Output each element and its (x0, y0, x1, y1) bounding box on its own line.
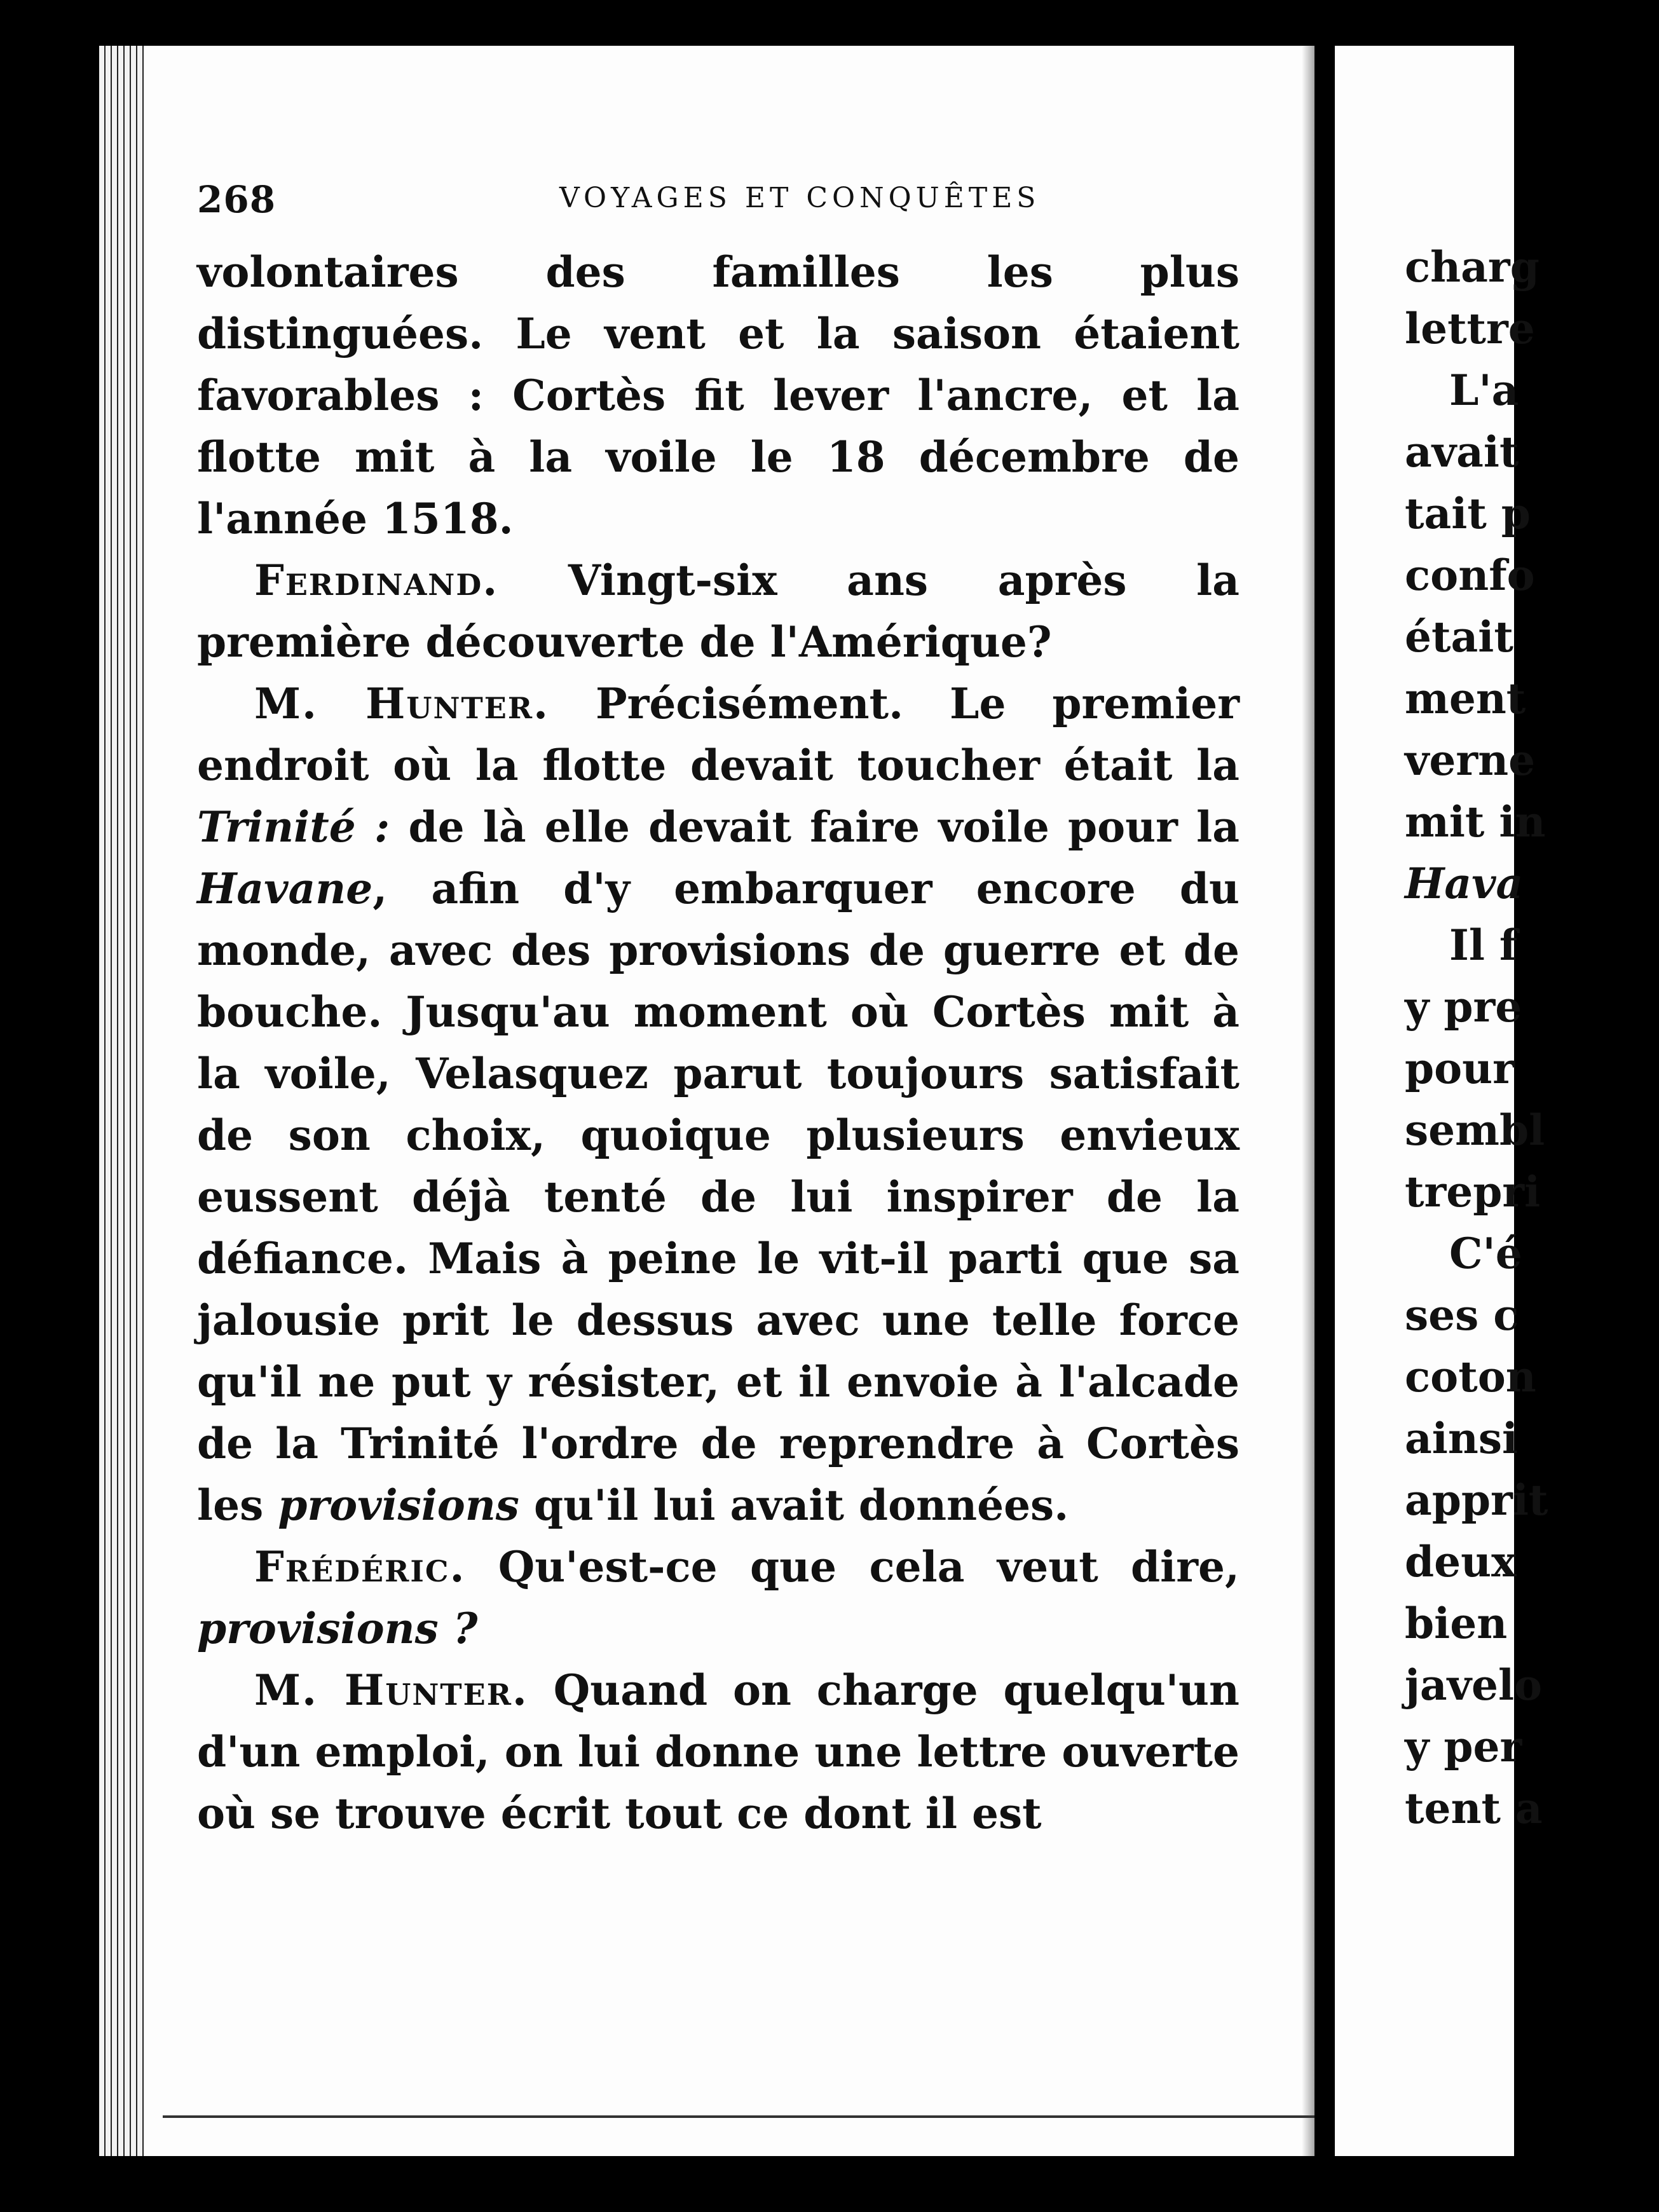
paragraph-text: Vingt-six ans après la première découverte de l'Amérique? (197, 556, 1239, 667)
paragraph (197, 242, 1239, 550)
right-page-line: lettre (1405, 304, 1535, 353)
page-number: 268 (197, 178, 276, 221)
paragraph (197, 1536, 1239, 1660)
gutter-shadow (1302, 46, 1314, 2156)
right-page-line: y per (1405, 1722, 1522, 1772)
right-page-line: apprit (1405, 1475, 1548, 1525)
paragraph-text: de là elle devait faire voile pour la (390, 802, 1239, 852)
right-page-line: ses c (1405, 1290, 1519, 1340)
paragraph (197, 1660, 1239, 1845)
speaker-name: Frédéric. (254, 1542, 466, 1592)
page-bottom-edge (163, 2115, 1314, 2118)
right-page-line: C'é (1449, 1229, 1522, 1278)
paragraph-text: Précisément. Le premier endroit où la flotte devait toucher était la (197, 679, 1239, 790)
right-page-line: sembl (1405, 1105, 1545, 1155)
paragraph-text: volontaires des familles les plus distinguées. Le vent et la saison étaient favorables : Cortès fit lever l'ancre, et la flotte mit à la voile le 18 décembre de l'année 1518. (197, 247, 1239, 543)
right-page-line: trepri (1405, 1167, 1541, 1217)
right-page-line: était (1405, 612, 1513, 662)
body-text (197, 242, 1239, 1845)
paragraph-text: Quand on charge quelqu'un d'un emploi, on lui donne une lettre ouverte où se trouve écrit tout ce dont il est (197, 1665, 1240, 1838)
right-page-line: charg (1405, 242, 1540, 292)
right-page-line: mit in (1405, 797, 1546, 847)
right-page-line: pour (1405, 1044, 1515, 1093)
paragraph (197, 550, 1239, 673)
paragraph-text: , afin d'y embarquer encore du monde, avec des provisions de guerre et de bouche. Jusqu'au moment où Cortès mit à la voile, Velasquez parut toujours satisfait de son choix, quoique plusieurs envieux eussent déjà tenté de lui inspirer de la défiance. Mais à peine le vit-il parti que sa jalousie prit le dessus avec une telle force qu'il ne put y résister, et il envoie à l'alcade de la Trinité l'ordre de reprendre à Cortès les (197, 864, 1239, 1530)
running-title: VOYAGES ET CONQUÊTES (559, 182, 1041, 214)
running-head (197, 178, 1150, 229)
paragraph-text: qu'il lui avait données. (519, 1480, 1069, 1530)
speaker-name: M. Hunter. (254, 1665, 528, 1715)
right-page-line: bien (1405, 1599, 1508, 1648)
right-page-line: javelo (1405, 1660, 1543, 1710)
speaker-name: Ferdinand. (254, 556, 499, 605)
right-page-line: verne (1405, 735, 1536, 785)
italic-text: provisions (278, 1480, 519, 1530)
speaker-name: M. Hunter. (254, 679, 550, 728)
right-page-text (1405, 236, 1659, 1840)
page-edge-stack (99, 46, 144, 2156)
paragraph-text: Qu'est-ce que cela veut dire, (465, 1542, 1239, 1592)
right-page-line: tait p (1405, 489, 1531, 538)
italic-text: provisions ? (197, 1604, 478, 1653)
italic-text: Havane (197, 864, 373, 913)
right-page-line: avait (1405, 427, 1519, 477)
right-page-line: Il f (1449, 920, 1518, 970)
right-page-line: ainsi (1405, 1414, 1519, 1463)
right-page-line: confo (1405, 550, 1535, 600)
right-page-line: deux (1405, 1537, 1517, 1587)
right-page-line: tent a (1405, 1784, 1543, 1833)
right-page-line: ment (1405, 674, 1526, 723)
right-page-line: coton (1405, 1352, 1536, 1402)
right-page-line: L'a (1449, 365, 1519, 415)
right-page-line: Hava (1405, 859, 1524, 908)
right-page-line: y pre (1405, 982, 1522, 1032)
paragraph (197, 673, 1239, 1536)
italic-text: Trinité : (197, 802, 390, 852)
right-page (1335, 46, 1548, 2156)
